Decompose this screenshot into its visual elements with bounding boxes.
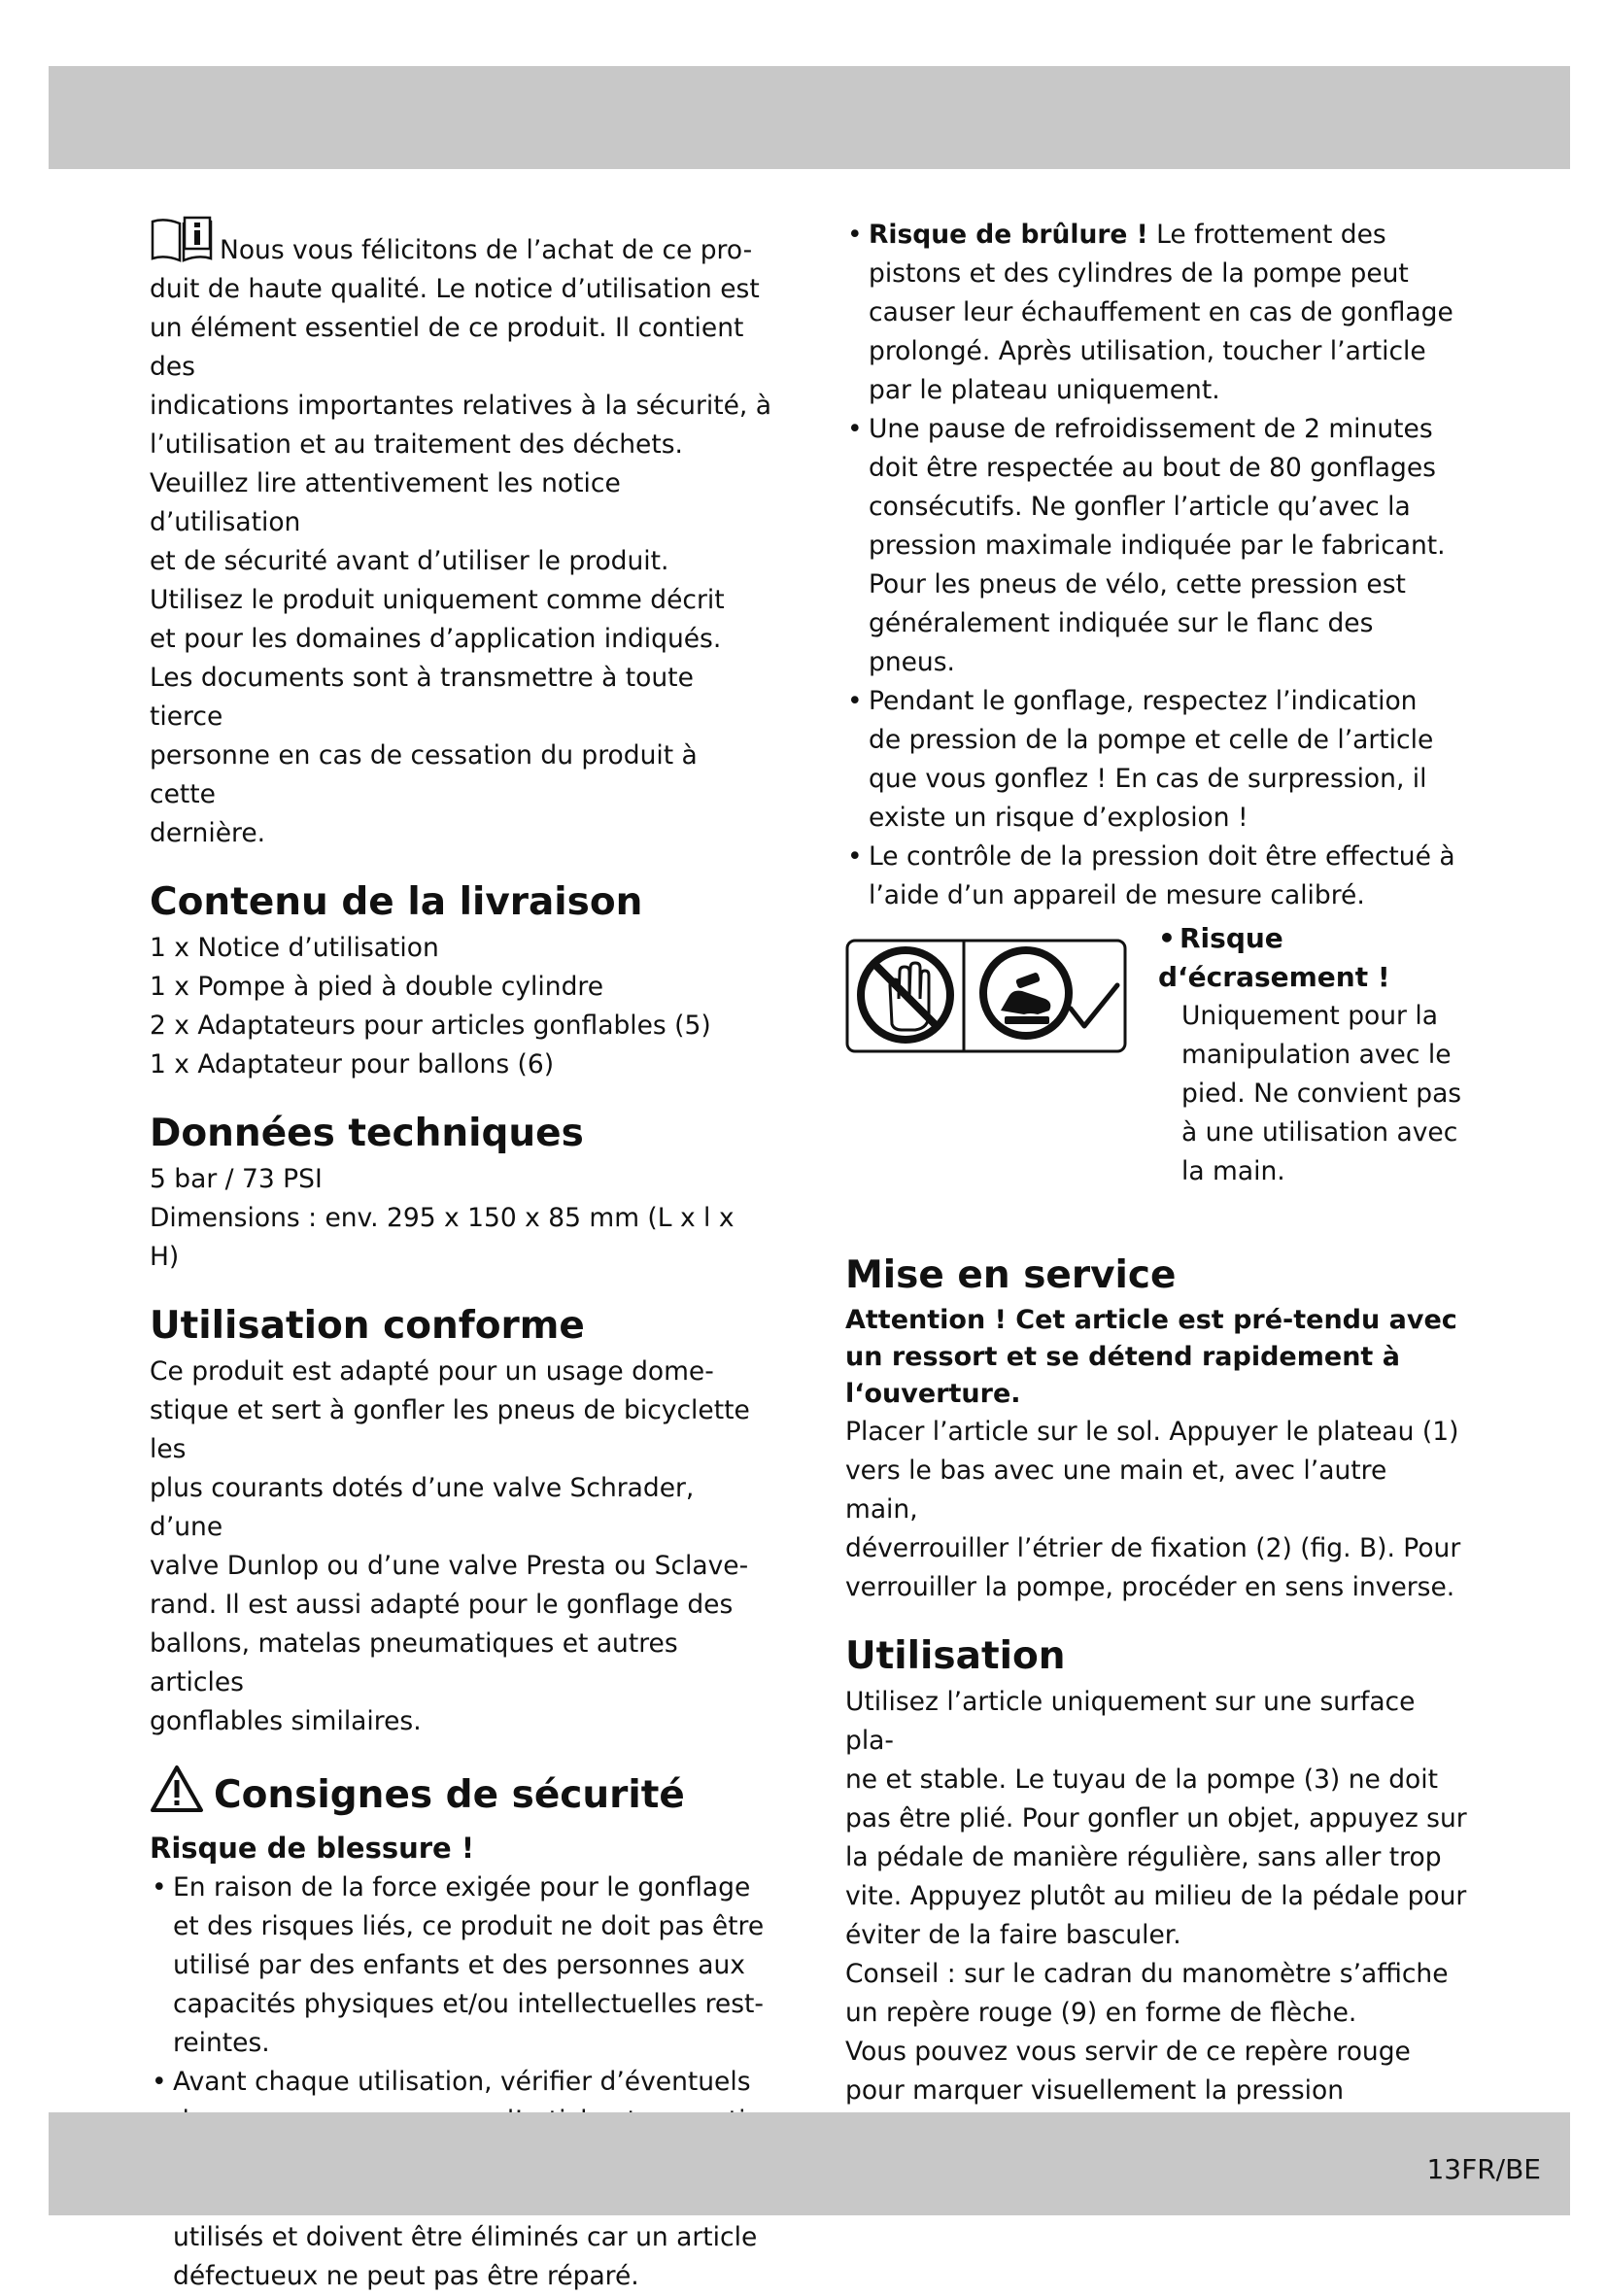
technical-dimensions: Dimensions : env. 295 x 150 x 85 mm (L x l x H) [150, 1203, 735, 1272]
intro-line: et de sécurité avant d’utiliser le produit. [150, 546, 669, 576]
intro-line: personne en cas de cessation du produit à cette [150, 740, 698, 809]
safety-section [150, 1765, 771, 2296]
intended-use-line: plus courants dotés d’une valve Schrader, d’une [150, 1473, 695, 1542]
list-item-gauge: • Le contrôle de la pression doit être effectué à l’aide d’un appareil de mesure calibré. [845, 838, 1467, 915]
intro-line: Nous vous félicitons de l’achat de ce pro- [220, 235, 753, 265]
delivery-item: 1 x Adaptateur pour ballons (6) [150, 1049, 555, 1079]
intro-line: Les documents sont à transmettre à toute tierce [150, 663, 694, 732]
startup-heading: Mise en service [845, 1253, 1177, 1297]
startup-line: Placer l’article sur le sol. Appuyer le plateau (1) [845, 1417, 1459, 1447]
usage-line: Vous pouvez vous servir de ce repère rouge [845, 2037, 1411, 2067]
intro-section [150, 216, 771, 853]
technical-section [150, 1108, 771, 1277]
crush-line: manipulation avec le [1181, 1040, 1452, 1070]
list-item-cooling: • Une pause de refroidissement de 2 minutes doit être respectée au bout de 80 gonflages consécutifs. Ne gonfler l’article qu’avec la pression maximale indiquée par le fabricant. Pour les pneus de vélo, cette pression est généralement indiquée sur le flanc des pneus. [845, 410, 1467, 682]
crush-line: la main. [1181, 1156, 1285, 1186]
list-item: • En raison de la force exigée pour le gonflage et des risques liés, ce produit ne doit pas être utilisé par des enfants et des personnes aux capacités physiques et/ou intellectuelles rest- reintes. [150, 1868, 771, 2063]
warning-triangle-icon [150, 1765, 204, 1813]
crush-line: pied. Ne convient pas [1181, 1079, 1462, 1109]
usage-line: pour marquer visuellement la pression [845, 2075, 1345, 2106]
intended-use-line: gonflables similaires. [150, 1706, 422, 1736]
intro-line: dernière. [150, 818, 266, 848]
intro-line: Utilisez le produit uniquement comme décrit [150, 585, 725, 615]
intended-use-line: rand. Il est aussi adapté pour le gonflage des [150, 1590, 734, 1620]
intended-use-section [150, 1300, 771, 1741]
usage-line: un repère rouge (9) en forme de flèche. [845, 1998, 1357, 2028]
hand-foot-pictogram-icon [845, 939, 1127, 1053]
list-item: • Avant chaque utilisation, vérifier d’éventuels utilisés et doivent être éliminés car un article défectueux ne peut pas être réparé. [150, 2063, 771, 2296]
list-item-burn: • Risque de brûlure ! Le frottement des pistons et des cylindres de la pompe peut causer leur échauffement en cas de gonflage prolongé. Après utilisation, toucher l’article par le plateau uniquement. [845, 216, 1467, 410]
technical-pressure: 5 bar / 73 PSI [150, 1164, 323, 1194]
intended-use-line: Ce produit est adapté pour un usage dome- [150, 1356, 714, 1387]
intended-use-line: ballons, matelas pneumatiques et autres articles [150, 1628, 678, 1697]
injury-heading: Risque de blessure ! [150, 1832, 475, 1865]
burn-title: Risque de brûlure ! [869, 220, 1148, 250]
intended-use-line: valve Dunlop ou d’une valve Presta ou Sclave- [150, 1551, 749, 1581]
startup-section [845, 1250, 1467, 1607]
safety-heading [150, 1765, 771, 1822]
injury-list [150, 1868, 771, 2296]
intended-use-line: stique et sert à gonfler les pneus de bicyclette les [150, 1395, 750, 1464]
intro-line: indications importantes relatives à la sécurité, à [150, 391, 771, 421]
intro-line: l’utilisation et au traitement des déchets. [150, 429, 683, 460]
crush-warning [845, 919, 1467, 1187]
right-column [845, 216, 1467, 2188]
startup-line: déverrouiller l’étrier de fixation (2) (fig. B). Pour [845, 1533, 1461, 1563]
crush-line: Uniquement pour la [1181, 1001, 1438, 1031]
left-column [150, 216, 771, 2296]
footer-bar [49, 2112, 1570, 2215]
delivery-item: 1 x Pompe à pied à double cylindre [150, 972, 604, 1002]
delivery-item: 1 x Notice d’utilisation [150, 933, 439, 963]
usage-line: la pédale de manière régulière, sans aller trop [845, 1842, 1442, 1872]
safety-list-continued [845, 216, 1467, 915]
usage-section [845, 1630, 1467, 2188]
crush-line: à une utilisation avec [1181, 1117, 1458, 1148]
usage-line: vite. Appuyez plutôt au milieu de la pédale pour [845, 1881, 1467, 1911]
delivery-heading: Contenu de la livraison [150, 880, 643, 924]
usage-line: Utilisez l’article uniquement sur une surface pla- [845, 1687, 1416, 1756]
startup-attention-line: l‘ouverture. [845, 1379, 1021, 1409]
intro-line: et pour les domaines d’application indiqués. [150, 624, 722, 654]
crush-text: • Risque d‘écrasement ! Uniquement pour la manipulation avec le pied. Ne convient pas à une utilisation avec la main. [1158, 919, 1469, 1191]
intro-line: duit de haute qualité. Le notice d’utilisation est [150, 274, 760, 304]
usage-heading: Utilisation [845, 1634, 1066, 1678]
intended-use-heading: Utilisation conforme [150, 1304, 585, 1348]
crush-title-2: d‘écrasement ! [1158, 961, 1390, 993]
delivery-item: 2 x Adaptateurs pour articles gonflables (5) [150, 1011, 711, 1041]
usage-line: éviter de la faire basculer. [845, 1920, 1181, 1950]
safety-heading-text: Consignes de sécurité [214, 1773, 685, 1817]
delivery-section [150, 876, 771, 1084]
usage-line: pas être plié. Pour gonfler un objet, appuyez sur [845, 1803, 1467, 1833]
crush-title-1: Risque [1180, 922, 1283, 954]
intro-line: Veuillez lire attentivement les notice d’utilisation [150, 468, 621, 537]
manual-book-icon [150, 216, 214, 266]
header-bar [49, 66, 1570, 169]
technical-heading: Données techniques [150, 1112, 584, 1155]
usage-line: Conseil : sur le cadran du manomètre s’affiche [845, 1959, 1449, 1989]
startup-attention-line: un ressort et se détend rapidement à [845, 1342, 1400, 1372]
list-item-pressure: • Pendant le gonflage, respectez l’indication de pression de la pompe et celle de l’article que vous gonflez ! En cas de surpression, il existe un risque d’explosion ! [845, 682, 1467, 838]
intro-line: un élément essentiel de ce produit. Il contient des [150, 313, 744, 382]
startup-line: verrouiller la pompe, procéder en sens inverse. [845, 1572, 1455, 1602]
page-number: 13FR/BE [1426, 2153, 1541, 2185]
startup-attention-line: Attention ! Cet article est pré-tendu avec [845, 1305, 1457, 1335]
startup-line: vers le bas avec une main et, avec l’autre main, [845, 1456, 1387, 1525]
usage-line: ne et stable. Le tuyau de la pompe (3) ne doit [845, 1765, 1439, 1795]
